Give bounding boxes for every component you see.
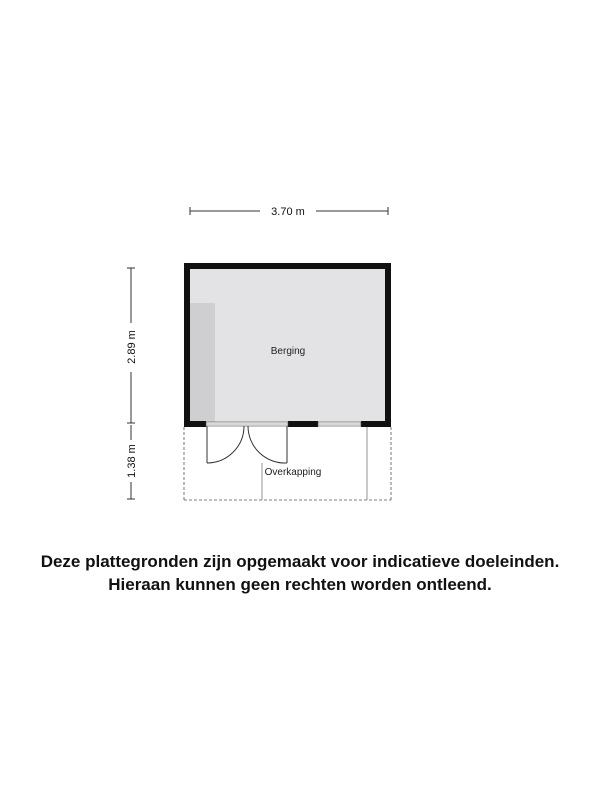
disclaimer-line-2: Hieraan kunnen geen rechten worden ontleend.	[108, 575, 492, 594]
storage-fixture	[190, 303, 215, 423]
width-dimension	[190, 206, 388, 218]
storage-label: Berging	[270, 346, 306, 357]
covered-area-label: Overkapping	[264, 467, 322, 478]
room-height-label: 2.89 m	[126, 330, 138, 364]
disclaimer-line-1: Deze plattegronden zijn opgemaakt voor indicatieve doeleinden.	[40, 552, 560, 571]
door-sills	[206, 422, 361, 426]
covered-height-label: 1.38 m	[126, 444, 138, 478]
width-label: 3.70 m	[271, 206, 305, 218]
double-door	[207, 426, 287, 463]
covered-height-dimension	[126, 425, 138, 499]
room-height-dimension	[126, 268, 138, 423]
